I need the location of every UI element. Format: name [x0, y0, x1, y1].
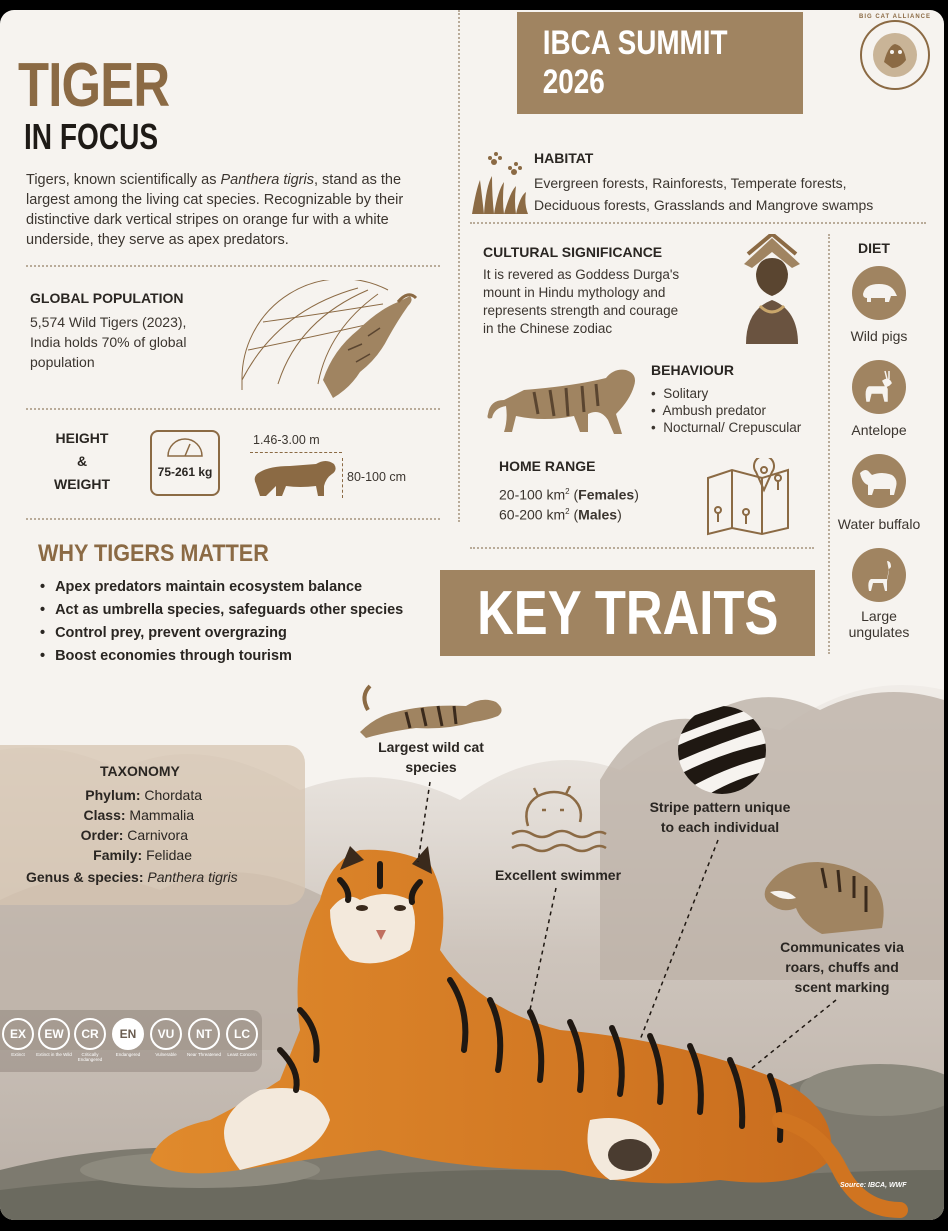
- taxonomy-genus: Genus & species: Panthera tigris: [26, 869, 238, 885]
- diet-label: ungulates: [848, 624, 910, 640]
- trait-communicates-line-1: Communicates via: [780, 939, 904, 955]
- iucn-label: Least Concern: [227, 1052, 257, 1057]
- iucn-label: Vulnerable: [155, 1052, 177, 1057]
- cultural-line-3: represents strength and courage: [483, 303, 679, 318]
- diet-label: Water buffalo: [837, 516, 921, 532]
- diet-label: Wild pigs: [850, 328, 908, 344]
- iucn-badge: CR: [74, 1018, 106, 1050]
- iucn-badge: EX: [2, 1018, 34, 1050]
- iucn-label: Extinct: [11, 1052, 25, 1057]
- cultural-line-4: in the Chinese zodiac: [483, 321, 613, 336]
- taxonomy-order: Order: Carnivora: [80, 827, 188, 843]
- home-range-heading: HOME RANGE: [499, 458, 596, 474]
- trait-communicates-line-2: roars, chuffs and: [785, 959, 899, 975]
- trait-largest-line-1: Largest wild cat: [378, 739, 484, 755]
- iucn-label: Critically Endangered: [77, 1052, 103, 1062]
- habitat-heading: HABITAT: [534, 150, 594, 166]
- cultural-heading: CULTURAL SIGNIFICANCE: [483, 244, 663, 260]
- length-value: 1.46-3.00 m: [253, 433, 320, 447]
- trait-swimmer: Excellent swimmer: [494, 867, 622, 883]
- height-value: 80-100 cm: [347, 470, 407, 484]
- size-heading-3: WEIGHT: [54, 476, 110, 492]
- intro-text: Tigers, known scientifically as Panthera tigris, stand as the largest among the living cat species. Recognizable by their distinctive dark vertical stripes on orange fur with a white underside, they serve as apex predators.: [26, 172, 404, 248]
- trait-communicates-line-3: scent marking: [794, 979, 890, 995]
- diet-label: Large: [861, 608, 897, 624]
- cultural-line-1: It is revered as Goddess Durga's: [483, 267, 680, 282]
- habitat-line-1: Evergreen forests, Rainforests, Temperate forests,: [534, 175, 847, 191]
- home-range-females: 20-100 $km^2$ (Females): [499, 486, 639, 503]
- iucn-label: Extinct in the Wild: [36, 1052, 72, 1057]
- list-item: • Apex predators maintain ecosystem balance: [40, 576, 403, 599]
- population-line-3: population: [30, 354, 95, 370]
- taxonomy-class: Class: Mammalia: [83, 807, 194, 823]
- behaviour-item: • Solitary: [651, 386, 709, 401]
- habitat-line-2: Deciduous forests, Grasslands and Mangrove swamps: [534, 197, 874, 213]
- iucn-badge: NT: [188, 1018, 220, 1050]
- list-item: • Control prey, prevent overgrazing: [40, 622, 403, 645]
- population-line-1: 5,574 Wild Tigers (2023),: [30, 314, 187, 330]
- diet-label: Antelope: [851, 422, 907, 438]
- cultural-line-2: mount in Hindu mythology and: [483, 285, 666, 300]
- taxonomy-heading: TAXONOMY: [100, 763, 180, 779]
- trait-stripe-line-2: to each individual: [660, 819, 780, 835]
- home-range-males: 60-200 $km^2$ (Males): [499, 506, 622, 523]
- key-traits-banner: KEY TRAITS: [440, 570, 815, 656]
- iucn-badge: EW: [38, 1018, 70, 1050]
- list-item: • Boost economies through tourism: [40, 645, 403, 668]
- source-note: Source: IBCA, WWF: [840, 1182, 907, 1189]
- trait-stripe-line-1: Stripe pattern unique: [649, 799, 791, 815]
- size-heading-2: &: [76, 453, 88, 469]
- taxonomy-phylum: Phylum: Chordata: [85, 787, 202, 803]
- taxonomy-family: Family: Felidae: [93, 847, 192, 863]
- infographic-page: [0, 10, 944, 1220]
- iucn-badge: LC: [226, 1018, 258, 1050]
- behaviour-item: • Nocturnal/ Crepuscular: [651, 420, 802, 435]
- behaviour-heading: BEHAVIOUR: [651, 362, 734, 378]
- behaviour-item: • Ambush predator: [651, 403, 767, 418]
- population-heading: GLOBAL POPULATION: [30, 290, 184, 306]
- diet-heading: DIET: [858, 240, 890, 256]
- why-tigers-heading: WHY TIGERS MATTER: [38, 540, 269, 567]
- page-title: TIGER: [18, 51, 170, 120]
- weight-value: 75-261 kg: [157, 465, 213, 479]
- population-line-2: India holds 70% of global: [30, 334, 187, 350]
- iucn-badge-active: EN: [112, 1018, 144, 1050]
- trait-largest-line-2: species: [405, 759, 457, 775]
- list-item: • Act as umbrella species, safeguards other species: [40, 599, 403, 622]
- taxonomy-panel: [0, 745, 305, 905]
- size-heading-1: HEIGHT: [55, 430, 109, 446]
- iucn-label: Endangered: [115, 1052, 141, 1057]
- iucn-label: Near Threatened: [187, 1052, 221, 1057]
- logo-text: BIG CAT ALLIANCE: [859, 14, 931, 20]
- iucn-badge: VU: [150, 1018, 182, 1050]
- summit-banner: IBCA SUMMIT 2026: [517, 12, 803, 114]
- page-subtitle: IN FOCUS: [24, 116, 159, 157]
